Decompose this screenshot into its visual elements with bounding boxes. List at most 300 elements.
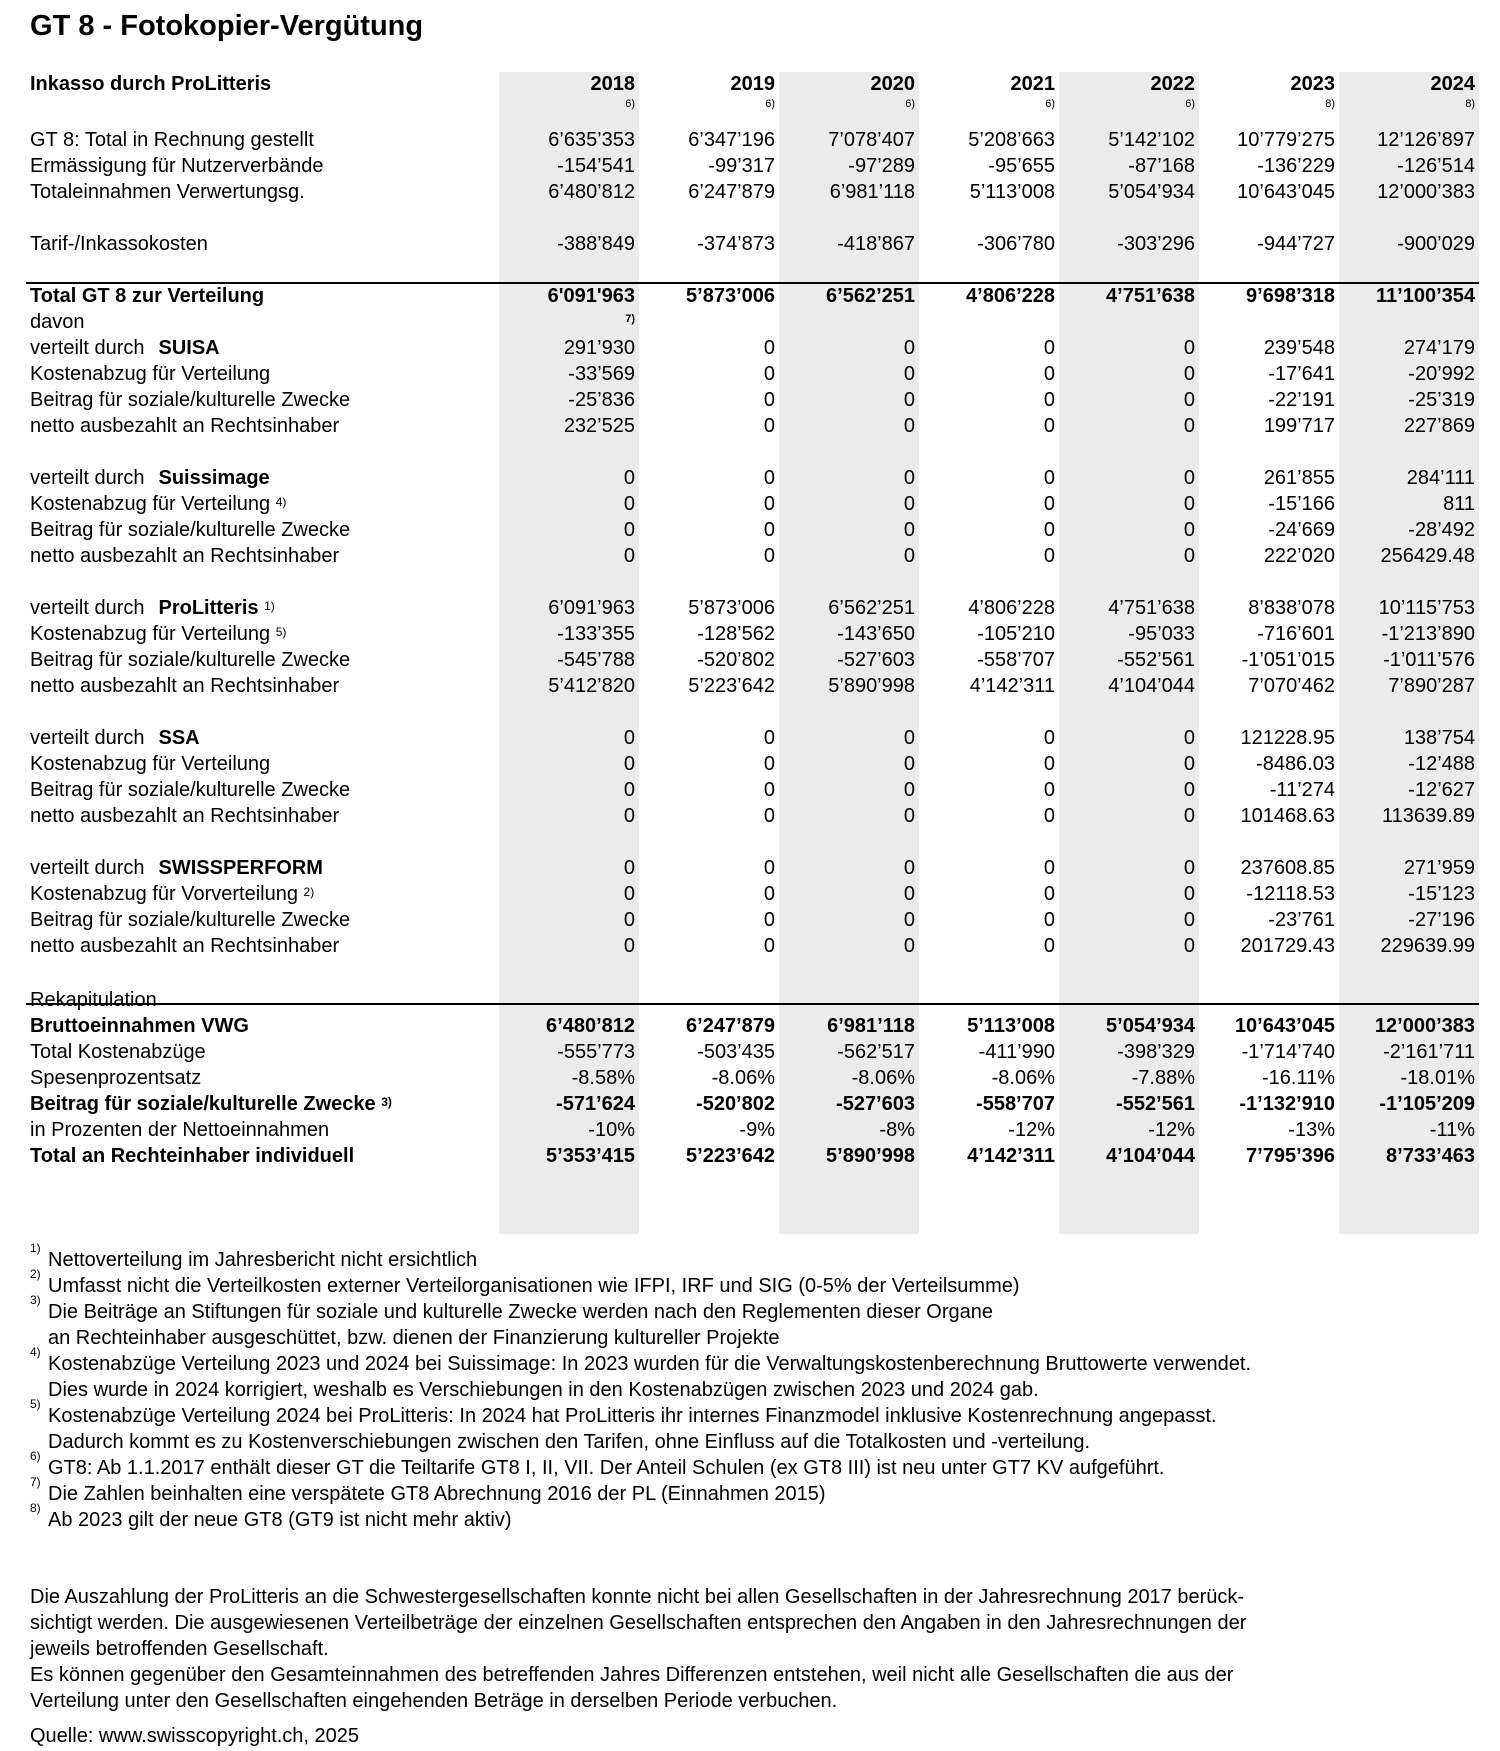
table-cell: 0 [623,493,635,515]
table-cell: 0 [903,519,915,541]
table-cell: 12’000’383 [1374,1015,1475,1037]
organisation-name: ProLitteris [158,597,259,619]
table-cell: -520’802 [696,1093,775,1115]
row-label-text: Rekapitulation [30,989,157,1011]
footnote-text: Umfasst nicht die Verteilkosten externer Verteilorganisationen wie IFPI, IRF und SIG (0-5% der Verteilsumme) [48,1275,1020,1297]
row-label [30,596,499,620]
table-cell: 0 [1183,727,1195,749]
table-cell: -33’569 [568,363,635,385]
table-cell: -411’990 [978,1041,1055,1063]
table-cell: -27’196 [1408,909,1475,931]
table-cell: -9% [739,1119,775,1141]
row-label [30,1040,499,1064]
table-cell: -18.01% [1400,1067,1475,1089]
table-cell: 0 [763,415,775,437]
table-row [30,752,1479,776]
row-label [30,128,499,152]
table-cell: -22’191 [1268,389,1335,411]
year-header: 2018 [590,73,635,95]
row-label-prefix: verteilt durch [30,597,145,619]
row-label [30,778,499,802]
table-cell: 0 [1043,493,1055,515]
row-label [30,232,499,256]
table-cell: 6’562’251 [826,285,915,307]
table-cell: 237608.85 [1240,857,1335,879]
year-header: 2022 [1150,73,1195,95]
table-cell: 239’548 [1263,337,1335,359]
table-cell: 0 [1183,909,1195,931]
table-cell: 0 [623,805,635,827]
footnote-text: Kostenabzüge Verteilung 2024 bei ProLitteris: In 2024 hat ProLitteris ihr internes Finanzmodel inklusive Kostenrechnung angepasst. Dadurch kommt es zu Kostenverschiebungen zwischen den Tarifen, ohne Einfluss auf die Totalkosten und -verteilung. [48,1405,1217,1453]
table-cell: -527’603 [837,649,915,671]
year-note: 6) [625,98,635,110]
table-cell: -1’714’740 [1241,1041,1335,1063]
row-label [30,804,499,828]
row-label [30,1066,499,1090]
table-cell: 4’104’044 [1106,1145,1195,1167]
table-row [30,934,1479,958]
table-cell: -552’561 [1117,649,1195,671]
table-cell: 0 [1183,337,1195,359]
table-row [30,180,1479,204]
row-label [30,988,499,1012]
table-cell: -12% [1148,1119,1195,1141]
table-row [30,622,1479,646]
row-label [30,908,499,932]
footnote-marker: 2) [303,885,315,899]
footnote [30,1293,1470,1351]
row-label-text: davon [30,311,85,333]
source-line: Quelle: www.swisscopyright.ch, 2025 [30,1725,360,1747]
row-label-prefix: verteilt durch [30,857,145,879]
table-cell: 4’806’228 [966,285,1055,307]
table-row [30,1014,1479,1038]
table-row [30,856,1479,880]
table-cell: 6’981’118 [829,181,915,203]
table-cell: 5’054’934 [1106,1015,1195,1037]
row-label-prefix: verteilt durch [30,727,145,749]
row-label [30,284,499,308]
row-label-text: Kostenabzug für Verteilung [30,363,271,385]
table-cell: -28’492 [1408,519,1475,541]
table-cell: -562’517 [837,1041,915,1063]
footnote-number: 2) [30,1267,41,1281]
table-row [30,804,1479,828]
table-cell: 113639.89 [1381,805,1475,827]
footnote-marker: 5) [275,625,287,639]
row-label [30,466,499,490]
row-label [30,882,499,906]
table-cell: -10% [588,1119,635,1141]
row-label-prefix: verteilt durch [30,337,145,359]
table-row [30,726,1479,750]
row-label [30,388,499,412]
table-cell: -15’166 [1268,493,1335,515]
table-cell: -418’867 [837,233,915,255]
row-label-text: in Prozenten der Nettoeinnahmen [30,1119,330,1141]
table-cell: 9’698’318 [1246,285,1335,307]
row-label-prefix: verteilt durch [30,467,145,489]
table-cell: 0 [903,415,915,437]
table-cell: 0 [1183,753,1195,775]
table-cell: -11% [1429,1119,1475,1141]
row-label-text: Spesenprozentsatz [30,1067,202,1089]
table-cell: 201729.43 [1240,935,1335,957]
table-cell: 0 [903,467,915,489]
table-cell: -15’123 [1408,883,1475,905]
table-cell: 12’126’897 [1377,129,1475,151]
table-cell: 0 [623,857,635,879]
year-note: 6) [1185,98,1195,110]
table-row [30,648,1479,672]
table-cell: 0 [623,545,635,567]
table-cell: 8’838’078 [1248,597,1335,619]
table-cell: 0 [903,935,915,957]
table-cell: 0 [1183,545,1195,567]
table-cell: 5’223’642 [688,675,775,697]
table-cell: 0 [1043,727,1055,749]
footnote-number: 6) [30,1449,41,1463]
table-cell: -97’289 [848,155,915,177]
table-cell: -25’319 [1408,389,1475,411]
table-cell: 0 [763,935,775,957]
table-cell: -1’132’910 [1239,1093,1335,1115]
note-line: jeweils betroffenden Gesellschaft. [30,1638,329,1660]
table-cell: -7.88% [1131,1067,1195,1089]
footnote-text: Die Zahlen beinhalten eine verspätete GT8 Abrechnung 2016 der PL (Einnahmen 2015) [48,1483,826,1505]
row-label-text: netto ausbezahlt an Rechtsinhaber [30,935,340,957]
table-row [30,674,1479,698]
table-cell: 0 [623,883,635,905]
row-label [30,1092,499,1116]
row-label [30,518,499,542]
table-cell: -558’707 [977,649,1055,671]
table-cell: -99’317 [708,155,775,177]
row-label-text: netto ausbezahlt an Rechtsinhaber [30,805,340,827]
table-cell: -17’641 [1268,363,1335,385]
table-cell: 0 [763,857,775,879]
footnote [30,1241,1470,1273]
table-row [30,154,1479,178]
row-label [30,1144,499,1168]
table-cell: 5’412’820 [548,675,635,697]
table-cell: 5’223’642 [686,1145,775,1167]
table-cell: 0 [1183,779,1195,801]
table-row [30,908,1479,932]
table-cell: -944’727 [1257,233,1335,255]
table-cell: 0 [1183,883,1195,905]
row-label-text: Beitrag für soziale/kulturelle Zwecke [30,519,351,541]
table-cell: -503’435 [697,1041,775,1063]
row-label-text: Tarif-/Inkassokosten [30,233,208,255]
footnote-number: 5) [30,1397,41,1411]
organisation-name: SUISA [158,337,220,359]
table-cell: 5’890’998 [828,675,915,697]
table-cell: 256429.48 [1380,545,1475,567]
year-note: 6) [765,98,775,110]
table-cell: -11’274 [1269,779,1335,801]
table-cell: -20’992 [1408,363,1475,385]
footnotes [30,1241,1470,1533]
table-cell: 0 [763,779,775,801]
table-cell: -133’355 [557,623,635,645]
table-cell: 811 [1443,493,1475,515]
table-cell: -8486.03 [1256,753,1335,775]
table-cell: -24’669 [1268,519,1335,541]
footnote [30,1397,1470,1455]
footnote-text: Ab 2023 gilt der neue GT8 (GT9 ist nicht mehr aktiv) [48,1509,512,1531]
table-cell: -716’601 [1257,623,1335,645]
table-cell: 0 [763,467,775,489]
table-row [30,988,1479,1012]
table-cell: 0 [903,727,915,749]
table-cell: 0 [903,805,915,827]
row-label-text: netto ausbezahlt an Rechtsinhaber [30,675,340,697]
table-cell: 0 [1043,363,1055,385]
table-cell: 5’353’415 [546,1145,635,1167]
footnote-number: 7) [30,1475,41,1489]
table-cell: 0 [903,363,915,385]
table-cell: 138’754 [1403,727,1475,749]
row-label [30,726,499,750]
table-cell: -2’161’711 [1383,1041,1475,1063]
row-label-text: Kostenabzug für Verteilung [30,623,271,645]
footnote-marker-7: 7) [625,313,635,325]
note-line: sichtigt werden. Die ausgewiesenen Verteilbeträge der einzelnen Gesellschaften entsprechen den Angaben in den Jahresrechnungen der [30,1612,1247,1634]
table-cell: 0 [903,883,915,905]
row-label [30,674,499,698]
row-label-text: Beitrag für soziale/kulturelle Zwecke [30,1093,376,1115]
organisation-name: SWISSPERFORM [158,857,323,879]
table-cell: -8.06% [851,1067,915,1089]
table-cell: 0 [1043,805,1055,827]
table-cell: 0 [1043,519,1055,541]
table-cell: 0 [623,935,635,957]
table-cell: -388’849 [557,233,635,255]
table-cell: -552’561 [1116,1093,1195,1115]
table-row [30,1092,1479,1116]
table-cell: 0 [763,363,775,385]
table-cell: -1’213’890 [1381,623,1475,645]
table-cell: 0 [623,727,635,749]
table-cell: 0 [763,545,775,567]
table-row [30,362,1479,386]
table-cell: -12118.53 [1246,883,1335,905]
table-cell: 0 [623,779,635,801]
table-header-row [30,72,1479,96]
row-label-text: Kostenabzug für Verteilung [30,753,271,775]
table-cell: 6’247’879 [686,1015,775,1037]
table-cell: 0 [1183,493,1195,515]
row-label-text: GT 8: Total in Rechnung gestellt [30,129,314,151]
table-cell: 0 [903,389,915,411]
year-header: 2019 [730,73,775,95]
table-cell: 0 [1043,467,1055,489]
table-cell: 10’779’275 [1237,129,1335,151]
table-cell: 5’890’998 [826,1145,915,1167]
table-cell: 5’208’663 [968,129,1055,151]
table-cell: -558’707 [976,1093,1055,1115]
table-cell: -1’051’015 [1241,649,1335,671]
table-cell: 6’347’196 [688,129,775,151]
footnote-marker: 4) [275,495,287,509]
table-cell: 232’525 [563,415,635,437]
table-cell: 6’480’812 [548,181,635,203]
table-cell: 0 [763,519,775,541]
row-label [30,622,499,646]
table-cell: -1’011’576 [1383,649,1475,671]
footnote [30,1345,1470,1403]
table-cell: 5’054’934 [1108,181,1195,203]
footnote-text: Die Beiträge an Stiftungen für soziale und kulturelle Zwecke werden nach den Reglementen dieser Organe an Rechteinhaber ausgeschüttet, bzw. dienen der Finanzierung kultureller Projekte [48,1301,993,1349]
table-cell: -25’836 [568,389,635,411]
footnote-text: Kostenabzüge Verteilung 2023 und 2024 bei Suissimage: In 2023 wurden für die Verwaltungskostenberechnung Bruttowerte verwendet. Dies wurde in 2024 korrigiert, weshalb es Verschiebungen in den Kostenabzügen zwischen 2023 und 2024 gab. [48,1353,1252,1401]
table-cell: -527’603 [836,1093,915,1115]
table-row [30,1118,1479,1142]
year-note: 8) [1465,98,1475,110]
table-cell: -374’873 [697,233,775,255]
table-cell: 4’142’311 [967,1145,1055,1167]
footnote-number: 1) [30,1241,41,1255]
table-cell: 4’142’311 [969,675,1055,697]
table-cell: 5’873’006 [686,285,775,307]
table-cell: 229639.99 [1380,935,1475,957]
table-cell: -143’650 [837,623,915,645]
table-cell: 0 [1183,857,1195,879]
year-note: 6) [1045,98,1055,110]
row-label-text: Bruttoeinnahmen VWG [30,1015,249,1037]
row-label [30,1118,499,1142]
table-row [30,518,1479,542]
footnote-text: Nettoverteilung im Jahresbericht nicht ersichtlich [48,1249,478,1271]
footnote [30,1449,1470,1481]
table-cell: 0 [903,779,915,801]
table-cell: 6’480’812 [546,1015,635,1037]
table-cell: -23’761 [1268,909,1335,931]
row-label [30,492,499,516]
table-cell: 10’115’753 [1378,597,1475,619]
table-cell: 5’113’008 [967,1015,1055,1037]
table-cell: -571’624 [556,1093,635,1115]
table-cell: 6’247’879 [688,181,775,203]
table-cell: -8% [879,1119,915,1141]
table-cell: 0 [1043,909,1055,931]
row-label-text: Beitrag für soziale/kulturelle Zwecke [30,779,351,801]
table-row [30,1066,1479,1090]
row-label-text: Beitrag für soziale/kulturelle Zwecke [30,909,351,931]
table-cell: -95’033 [1128,623,1195,645]
table-cell: 199’717 [1263,415,1335,437]
table-row [30,284,1479,308]
table-cell: 6’635’353 [548,129,635,151]
table-cell: 10’643’045 [1234,1015,1335,1037]
table-cell: 0 [623,753,635,775]
table-cell: 11’100’354 [1376,285,1475,307]
table-cell: 0 [903,545,915,567]
footnote-text: GT8: Ab 1.1.2017 enthält dieser GT die Teiltarife GT8 I, II, VII. Der Anteil Schulen (ex GT8 III) ist neu unter GT7 KV aufgeführt. [48,1457,1165,1479]
table-cell: -136’229 [1257,155,1335,177]
table-cell: 0 [903,493,915,515]
table-row [30,310,1479,334]
table-cell: -555’773 [557,1041,635,1063]
footnote-marker: 1) [264,599,275,613]
table-cell: -13% [1288,1119,1335,1141]
table-cell: 0 [1043,935,1055,957]
table-cell: 227’869 [1403,415,1475,437]
table-cell: 261’855 [1263,467,1335,489]
table-cell: 0 [1043,337,1055,359]
table-cell: 7’795’396 [1246,1145,1335,1167]
table-cell: 7’070’462 [1248,675,1335,697]
footnote-number: 3) [30,1293,41,1307]
row-label [30,648,499,672]
row-label [30,934,499,958]
table-row [30,128,1479,152]
table-cell: 0 [903,337,915,359]
footnote-number: 4) [30,1345,41,1359]
table-cell: 0 [1043,389,1055,411]
page-title: GT 8 - Fotokopier-Vergütung [30,10,424,42]
row-label-text: Total an Rechteinhaber individuell [30,1145,355,1167]
table-cell: 0 [1183,935,1195,957]
table-cell: 121228.95 [1240,727,1335,749]
footnote [30,1267,1470,1299]
table-cell: 0 [763,753,775,775]
table-row [30,492,1479,516]
table-cell: 5’113’008 [969,181,1055,203]
organisation-name: SSA [158,727,200,749]
table-cell: -1’105’209 [1379,1093,1475,1115]
table-row [30,336,1479,360]
table-cell: -16.11% [1261,1067,1335,1089]
table-row [30,466,1479,490]
table-cell: 0 [623,909,635,931]
table-cell: 284’111 [1406,467,1475,489]
table-cell: 0 [903,857,915,879]
row-label [30,1014,499,1038]
row-label-text: Kostenabzug für Verteilung [30,493,271,515]
table-cell: 0 [903,909,915,931]
footnote-marker: 3) [381,1095,392,1109]
table-cell: 0 [763,337,775,359]
table-cell: 0 [763,883,775,905]
table-cell: 0 [1183,467,1195,489]
table-cell: 0 [1043,415,1055,437]
table-cell: -154’541 [557,155,635,177]
note-line: Die Auszahlung der ProLitteris an die Schwestergesellschaften konnte nicht bei allen Gesellschaften in der Jahresrechnung 2017 berück- [30,1586,1245,1608]
table-cell: 10’643’045 [1237,181,1335,203]
table-cell: 291’930 [563,337,635,359]
table-cell: 4’751’638 [1108,597,1195,619]
year-header: 2020 [870,73,915,95]
row-label-text: netto ausbezahlt an Rechtsinhaber [30,545,340,567]
table-cell: 222’020 [1263,545,1335,567]
table-cell: -398’329 [1117,1041,1195,1063]
table-cell: -128’562 [697,623,775,645]
table-cell: 0 [763,805,775,827]
table-cell: 0 [1043,857,1055,879]
table-cell: -303’296 [1117,233,1195,255]
table-cell: 101468.63 [1240,805,1335,827]
table-cell: 7’078’407 [828,129,915,151]
table-cell: -95’655 [988,155,1055,177]
row-label [30,180,499,204]
table-cell: -900’029 [1397,233,1475,255]
table-cell: -8.06% [991,1067,1055,1089]
year-header: 2021 [1010,73,1055,95]
table-cell: 5’142’102 [1108,129,1195,151]
table-cell: 0 [1043,545,1055,567]
